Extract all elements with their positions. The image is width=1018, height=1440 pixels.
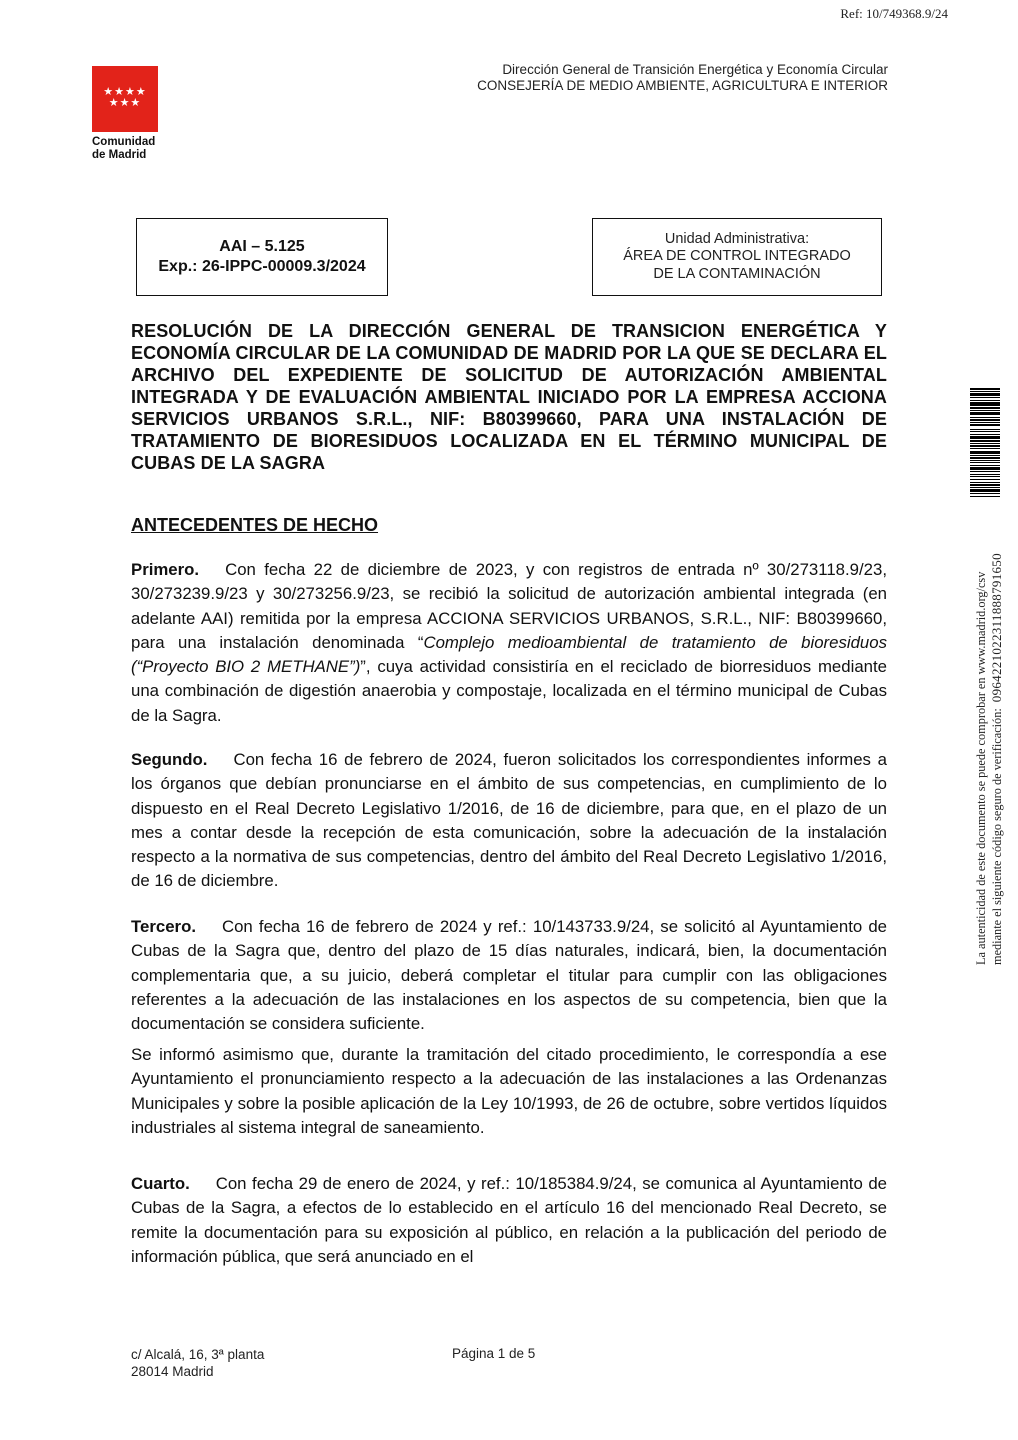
paragraph-lead: Cuarto. xyxy=(131,1174,190,1193)
paragraph-cuarto xyxy=(131,1172,887,1269)
barcode-bar xyxy=(970,445,1000,447)
barcode-icon xyxy=(970,388,1000,540)
stars-icon xyxy=(92,86,158,108)
barcode-bar xyxy=(970,451,1000,454)
barcode-bar xyxy=(970,412,1000,415)
barcode-bar xyxy=(970,448,1000,449)
barcode-bar xyxy=(970,410,1000,411)
header-line1: Dirección General de Transición Energética y Economía Circular xyxy=(502,62,888,77)
paragraph-text: Con fecha 16 de febrero de 2024, fueron solicitados los correspondientes informes a los órganos que debían pronunciarse en el ámbito de sus competencias, en cumplimiento de lo dispuesto en el Real Decreto Legislativo 1/2016, de 16 de diciembre, para que, en el plazo de un mes a contar desde la recepción de esta comunicación, sobre la adecuación de la instalación respecto a la normativa de sus competencias, dentro del ámbito del Real Decreto Legislativo 1/2016, de 16 de diciembre. xyxy=(131,750,887,891)
paragraph-lead: Segundo. xyxy=(131,750,208,769)
footer-address-line1: c/ Alcalá, 16, 3ª planta xyxy=(131,1347,265,1362)
barcode-bar xyxy=(970,489,1000,492)
barcode-bar xyxy=(970,417,1000,418)
resolution-title: RESOLUCIÓN DE LA DIRECCIÓN GENERAL DE TRANSICION ENERGÉTICA Y ECONOMÍA CIRCULAR DE LA COMUNIDAD DE MADRID POR LA QUE SE DECLARA EL ARCHIVO DEL EXPEDIENTE DE SOLICITUD DE AUTORIZACIÓN AMBIENTAL INTEGRADA Y DE EVALUACIÓN AMBIENTAL INICIADO POR LA EMPRESA ACCIONA SERVICIOS URBANOS S.R.L., NIF: B80399660, PARA UNA INSTALACIÓN DE TRATAMIENTO DE BIORESIDUOS LOCALIZADA EN EL TÉRMINO MUNICIPAL DE CUBAS DE LA SAGRA xyxy=(131,321,887,473)
barcode-bar xyxy=(970,443,1000,444)
barcode-bar xyxy=(970,397,1000,398)
verification-line2: mediante el siguiente código seguro de verificación: xyxy=(990,708,1004,965)
barcode-bar xyxy=(970,434,1000,435)
administrative-unit-box xyxy=(592,218,882,296)
barcode-bar xyxy=(970,402,1000,406)
barcode-bar xyxy=(970,422,1000,423)
verification-code: 0964221022311888791650 xyxy=(989,553,1004,703)
footer-address xyxy=(131,1346,264,1380)
barcode-bar xyxy=(970,400,1000,401)
header-department xyxy=(477,62,888,94)
paragraph-text: Se informó asimismo que, durante la tramitación del citado procedimiento, le correspondía a ese Ayuntamiento el pronunciamiento respecto a la adecuación de las instalaciones a las Ordenanzas Municipales y sobre la posible aplicación de la Ley 10/1993, de 26 de octubre, sobre vertidos líquidos industriales al sistema integral de saneamiento. xyxy=(131,1045,887,1137)
logo-text-line2: de Madrid xyxy=(92,149,147,161)
document-reference: Ref: 10/749368.9/24 xyxy=(840,6,948,21)
logo-text xyxy=(92,136,160,162)
verification-line2-wrap xyxy=(989,545,1005,965)
paragraph-tercero xyxy=(131,915,887,1036)
barcode-bar xyxy=(970,482,1000,483)
section-heading: ANTECEDENTES DE HECHO xyxy=(131,515,379,535)
unit-label: Unidad Administrativa: xyxy=(664,230,810,247)
unit-name-line2: DE LA CONTAMINACIÓN xyxy=(653,265,821,282)
paragraph-lead: Tercero. xyxy=(131,917,196,936)
barcode-bar xyxy=(970,487,1000,488)
paragraph-tercero-cont xyxy=(131,1043,887,1140)
paragraph-segundo xyxy=(131,748,887,894)
paragraph-text: Con fecha 22 de diciembre de 2023, y con registros de entrada nº 30/273118.9/23, 30/273239.9/23 y 30/273256.9/23, se recibió la solicitud de autorización ambiental integrada (en adelante AAI) remitida por la empresa ACCIONA SERVICIOS URBANOS, S.R.L., NIF: B80399660, para una instalación denominada “ xyxy=(131,560,887,652)
barcode-bar xyxy=(970,407,1000,409)
barcode-bar xyxy=(970,479,1000,480)
paragraph-text: Con fecha 16 de febrero de 2024 y ref.: 10/143733.9/24, se solicitó al Ayuntamiento de Cubas de la Sagra que, dentro del plazo de 15 días naturales, indicará, bien, la documentación complementaria que, a su juicio, deberá completar el titular para cumplir con las obligaciones referentes a la adecuación de las instalaciones en los aspectos de su competencia, bien que la documentación se considera suficiente. xyxy=(131,917,887,1034)
barcode-bar xyxy=(970,429,1000,430)
barcode-bar xyxy=(970,471,1000,472)
comunidad-de-madrid-logo xyxy=(92,66,160,162)
logo-text-line1: Comunidad xyxy=(92,136,156,148)
expedient-code: AAI – 5.125 xyxy=(219,238,305,255)
footer-address-line2: 28014 Madrid xyxy=(131,1364,214,1379)
paragraph-text-cont: ”, cuya actividad consistiría en el reciclado de biorresiduos mediante una combinación de digestión anaerobia y compostaje, localizada en el término municipal de Cubas de la Sagra. xyxy=(131,657,887,725)
unit-name-line1: ÁREA DE CONTROL INTEGRADO xyxy=(623,248,851,265)
barcode-bar xyxy=(970,431,1000,432)
barcode-bar xyxy=(970,462,1000,463)
paragraph-lead: Primero. xyxy=(131,560,200,579)
page-number: Página 1 de 5 xyxy=(452,1346,536,1361)
barcode-bar xyxy=(970,388,1000,390)
stars-row-2: ★★★ xyxy=(108,96,142,109)
logo-red-square xyxy=(92,66,158,132)
barcode-bar xyxy=(970,467,1000,470)
verification-line1: La autenticidad de este documento se puede comprobar en www.madrid.org/csv xyxy=(974,571,988,965)
barcode-bar xyxy=(970,457,1000,459)
stars-row-1: ★★★★ xyxy=(103,85,147,98)
barcode-bar xyxy=(970,460,1000,461)
expedient-number: Exp.: 26-IPPC-00009.3/2024 xyxy=(158,258,366,275)
barcode-bar xyxy=(970,436,1000,439)
barcode-bar xyxy=(970,496,1000,497)
paragraph-text: Con fecha 29 de enero de 2024, y ref.: 10/185384.9/24, se comunica al Ayuntamiento de Cubas de la Sagra, a efectos de lo establecido en el artículo 16 del mencionado Real Decreto, se remite la documentación para su exposición al público, en relación a la publicación del periodo de información pública, que será anunciado en el xyxy=(131,1174,887,1266)
paragraph-primero xyxy=(131,558,887,728)
barcode-bar xyxy=(970,484,1000,486)
header-line2: CONSEJERÍA DE MEDIO AMBIENTE, AGRICULTURA E INTERIOR xyxy=(477,78,888,93)
barcode-bar xyxy=(970,424,1000,426)
barcode-bar xyxy=(970,476,1000,477)
project-name: Complejo medioambiental de tratamiento de bioresiduos (“Proyecto BIO 2 METHANE”) xyxy=(131,632,887,677)
barcode-bar xyxy=(970,493,1000,494)
verification-text xyxy=(974,545,1006,965)
barcode-bar xyxy=(970,440,1000,442)
barcode-bar xyxy=(970,393,1000,396)
expedient-box xyxy=(136,218,388,296)
barcode-bar xyxy=(970,419,1000,421)
barcode-bar xyxy=(970,474,1000,475)
barcode-bar xyxy=(970,391,1000,392)
barcode-bar xyxy=(970,455,1000,456)
barcode-bar xyxy=(970,465,1000,466)
